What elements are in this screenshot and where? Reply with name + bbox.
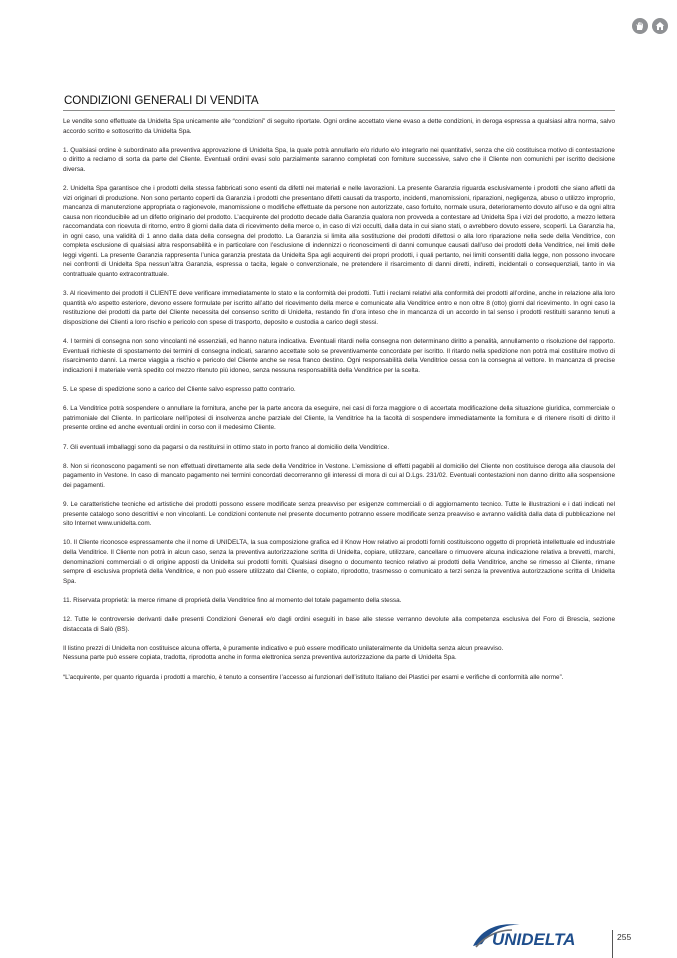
unidelta-logo bbox=[470, 922, 602, 950]
terms-body bbox=[63, 117, 615, 692]
intro-paragraph: Le vendite sono effettuate da Unidelta Spa unicamente alle “condizioni” di seguito riportate. Ogni ordine accettato viene evaso a dette condizioni, in deroga espressa a qualsiasi altra norma, salvo accordo scritto e sottoscritto da Unidelta Spa. bbox=[63, 118, 615, 135]
logo-text: UNIDELTA bbox=[492, 930, 576, 949]
clause-7: 7. Gli eventuali imballaggi sono da pagarsi o da restituirsi in ottimo stato in porto franco al domicilio della Venditrice. bbox=[63, 443, 390, 451]
back-hand-icon[interactable] bbox=[632, 18, 648, 34]
clause-4: 4. I termini di consegna non sono vincolanti né essenziali, ed hanno natura indicativa. Eventuali ritardi nella consegna non determinano diritto a penalità, annullamento o risoluzione del rapporto. Eventuali richieste di spostamento dei termini di consegna indicati, saranno accettate solo se preventivamente concordate per iscritto. Il ritardo nella spedizione non potrà mai costituire motivo di risarcimento danni. La merce viaggia a rischio e pericolo del Cliente anche se resa franco destino. Ogni responsabilità della Venditrice cessa con la consegna al vettore. In mancanza di precise indicazioni il materiale verrà spedito col mezzo ritenuto più idoneo, senza nessuna responsabilità della Venditrice per la scelta. bbox=[63, 338, 615, 374]
page-number: 255 bbox=[617, 932, 632, 942]
clause-3: 3. Al ricevimento dei prodotti il CLIENTE deve verificare immediatamente lo stato e la conformità dei prodotti. Tutti i reclami relativi alla conformità dei prodotti all’ordine, anche in relazione alla loro quantità e/o aspetto esteriore, devono essere formulate per iscritto all’atto del ricevimento della merce e comunicate alla Venditrice entro e non oltre 8 (otto) giorni dal ricevimento. In ogni caso la restituzione dei prodotti da parte del Cliente necessita del consenso scritto di Unidelta, restando fin d’ora inteso che in mancanza di un accordo in tal senso i prodotti restituiti saranno tenuti a disposizione dei Clienti a loro rischio e pericolo con spese di trasporto, deposito e custodia a carico degli stessi. bbox=[63, 290, 615, 326]
clause-8: 8. Non si riconoscono pagamenti se non effettuati direttamente alla sede della Venditrice in Vestone. L’emissione di effetti pagabili al domicilio del Cliente non costituisce deroga alla clausola del pagamento in Vestone. In caso di mancato pagamento nei termini concordati decorreranno gli interessi di mora di cui al D.Lgs. 231/02. Eventuali contestazioni non danno diritto alla sospensione dei pagamenti. bbox=[63, 462, 615, 489]
clause-6: 6. La Venditrice potrà sospendere o annullare la fornitura, anche per la parte ancora da eseguire, nei casi di forza maggiore o di accertata modificazione della situazione giuridica, commerciale o patrimoniale del Cliente. In particolare nell’ipotesi di insolvenza anche parziale del Cliente, la Venditrice ha la facoltà di sospendere immediatamente la fornitura e di ritenere risolti di diritto il presente ordine ed anche eventuali ordini in corso con il medesimo Cliente. bbox=[63, 405, 615, 432]
top-navigation bbox=[632, 18, 668, 34]
clause-2: 2. Unidelta Spa garantisce che i prodotti della stessa fabbricati sono esenti da difetti nei materiali e nelle lavorazioni. La presente Garanzia riguarda esclusivamente i prodotti che siano affetti da vizi originari di produzione. Non sono pertanto coperti da Garanzia i prodotti che presentano difetti causati da trasporto, incidenti, manomissioni, riparazioni, negligenza, abuso o utilizzo improprio, mancanza di manutenzione appropriata o ragionevole, manomissione o modifiche effettuate da persone non autorizzate, caso fortuito, normale usura, deterioramento dovuto all’uso e da ogni altra causa non riconducibile ad un difetto originario del prodotto. L’acquirente del prodotto decade dalla Garanzia qualora non provveda a contestare ad Unidelta Spa i vizi del prodotto, a mezzo lettera raccomandata con ricevuta di ritorno, entro 8 giorni dalla data di ricevimento della merce o, in caso di vizi occulti, dalla data in cui siano stati, o avrebbero dovuto essere, scoperti. La Garanzia ha, in ogni caso, una validità di 1 anno dalla data della consegna del prodotto. La Garanzia si limita alla sostituzione dei prodotti difettosi o alla loro riparazione nella sede della Venditrice, con completa esclusione di qualsiasi altra responsabilità e in particolare con l’esclusione di indennizzi o riconoscimenti di danni comunque causati dall’uso dei prodotti della Venditrice, nei limiti delle leggi vigenti. La presente Garanzia rappresenta l’unica garanzia prestata da Unidelta Spa agli acquirenti dei propri prodotti, i quali pertanto, nei limiti consentiti dalla legge, non possono invocare nei confronti di Unidelta Spa nessun’altra Garanzia, espressa o tacita, legale o convenzionale, ne pretendere il risarcimento di danni diretti, indiretti, incidentali o consequenziali, tanto in via contrattuale quanto extracontrattuale. bbox=[63, 185, 615, 279]
footer-divider bbox=[612, 930, 613, 958]
clause-5: 5. Le spese di spedizione sono a carico del Cliente salvo espresso patto contrario. bbox=[63, 386, 296, 394]
title-divider bbox=[63, 110, 615, 111]
copyright-note: Nessuna parte può essere copiata, tradotta, riprodotta anche in forma elettronica senza preventiva autorizzazione da parte di Unidelta Spa. bbox=[63, 654, 457, 662]
home-icon[interactable] bbox=[652, 18, 668, 34]
clause-11: 11. Riservata proprietà: la merce rimane di proprietà della Venditrice fino al momento del totale pagamento della stessa. bbox=[63, 596, 402, 604]
page-title: CONDIZIONI GENERALI DI VENDITA bbox=[64, 94, 259, 107]
inspection-quote: “L’acquirente, per quanto riguarda i prodotti a marchio, è tenuto a consentire l’accesso ai funzionari dell’istituto Italiano dei Plastici per esami e verifiche di conformità alle norme”. bbox=[63, 673, 564, 681]
clause-10: 10. Il Cliente riconosce espressamente che il nome di UNIDELTA, la sua composizione grafica ed il Know How relativo ai prodotti forniti costituiscono oggetto di proprietà intellettuale ed industriale della Venditrice. Il Cliente non potrà in alcun caso, senza la preventiva autorizzazione scritta di Unidelta, copiare, utilizzare, cancellare o rimuovere alcuna indicazione relativa a brevetti, marchi, denominazioni commerciali o di origine apposti da Unidelta sui prodotti forniti. Qualsiasi disegno o documento tecnico relativo ai prodotti della Venditrice, anche se rimesso al Cliente, rimane sempre di esclusiva proprietà della Venditrice, e non può essere utilizzato dal Cliente, o copiato, riprodotto, trasmesso o comunicato a terzi senza la preventiva autorizzazione scritta di Unidelta Spa. bbox=[63, 539, 615, 585]
clause-12: 12. Tutte le controversie derivanti dalle presenti Condizioni Generali e/o dagli ordini eseguiti in base alle stesse verranno devolute alla competenza esclusiva del Foro di Brescia, sezione distaccata di Salò (BS). bbox=[63, 616, 615, 633]
clause-9: 9. Le caratteristiche tecniche ed artistiche dei prodotti possono essere modificate senza preavviso per esigenze commerciali o di aggiornamento tecnico. Tutte le illustrazioni e i dati indicati nel presente catalogo sono descrittivi e non vincolanti. Le condizioni contenute nel presente documento potranno essere modificate senza preavviso e avranno validità dalla data di pubblicazione nel sito Internet www.unidelta.com. bbox=[63, 501, 615, 528]
price-list-note: Il listino prezzi di Unidelta non costituisce alcuna offerta, è puramente indicativo e può essere modificato unilateralmente da Unidelta senza alcun preavviso. bbox=[63, 644, 504, 652]
clause-1: 1. Qualsiasi ordine è subordinato alla preventiva approvazione di Unidelta Spa, la quale potrà annullarlo e/o ridurlo e/o integrarlo nei quantitativi, senza che ciò costituisca motivo di contestazione o diritto a reclamo di sorta da parte del Cliente. Eventuali ordini evasi solo parzialmente saranno completati con forniture successive, salvo che il Cliente non comunichi per iscritto decisione diversa. bbox=[63, 146, 615, 173]
